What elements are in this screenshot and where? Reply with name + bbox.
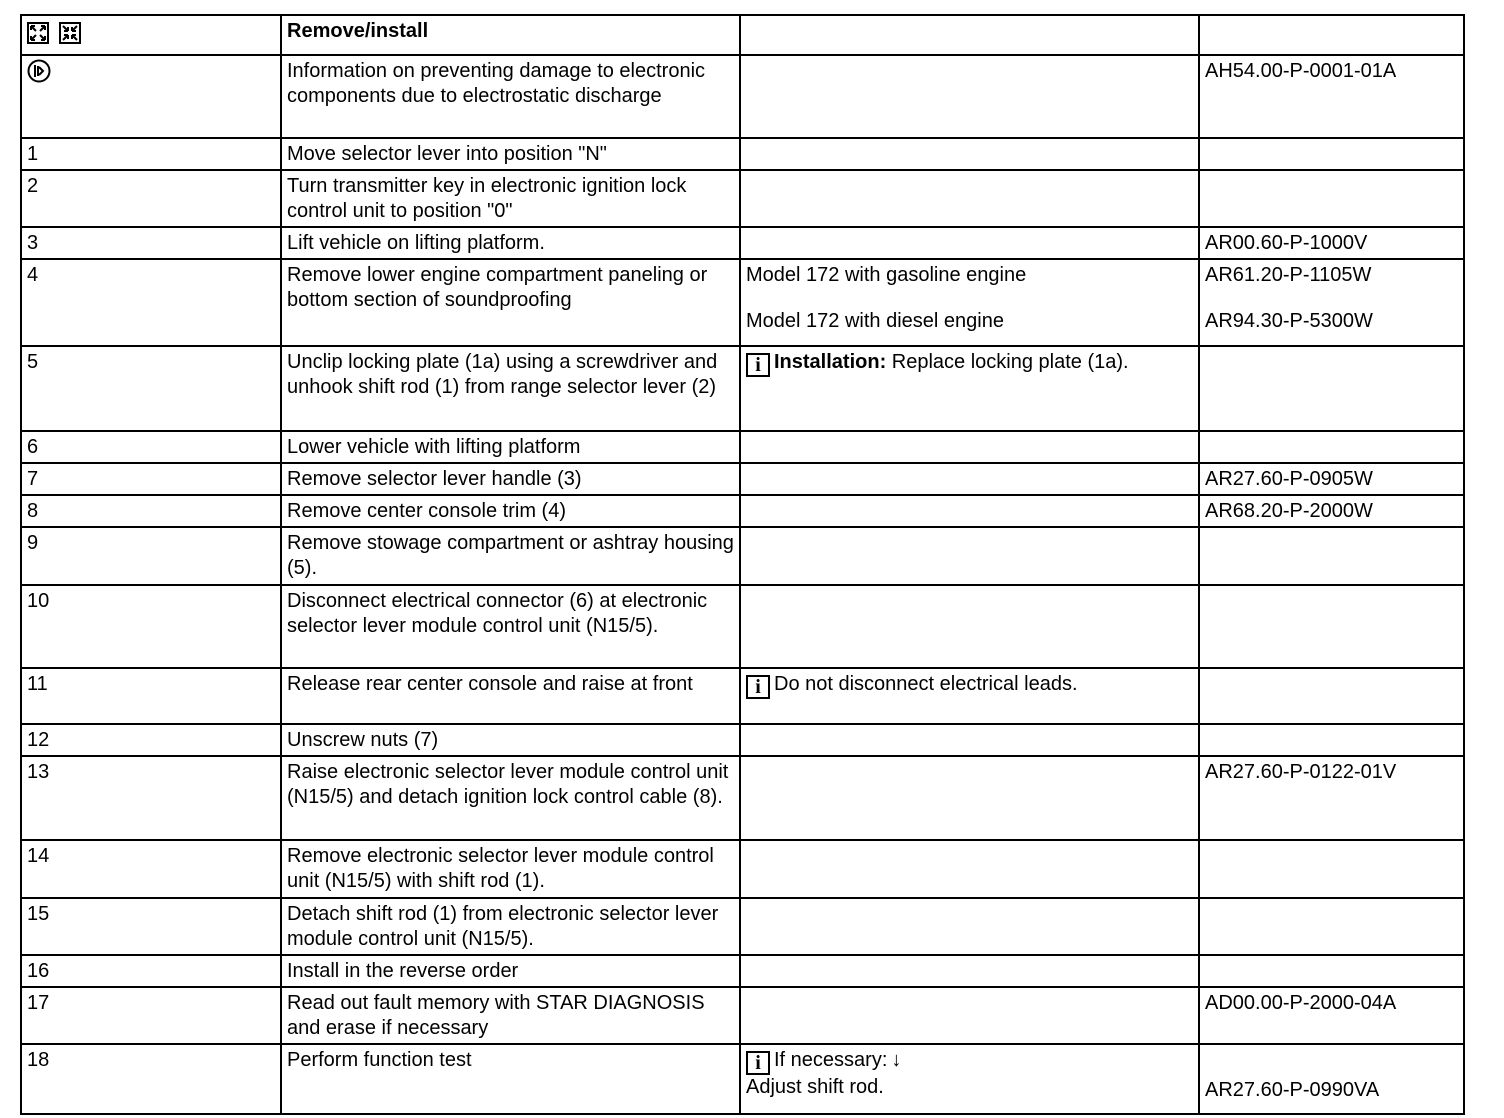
table-row <box>21 898 1464 955</box>
table-row <box>21 495 1464 527</box>
table-row <box>21 170 1464 227</box>
step-note <box>740 724 1199 756</box>
step-ref[interactable]: AR68.20-P-2000W <box>1199 495 1464 527</box>
step-text: Remove electronic selector lever module control unit (N15/5) with shift rod (1). <box>281 840 740 898</box>
step-number: 12 <box>21 724 281 756</box>
step-note <box>740 898 1199 955</box>
step-text: Remove center console trim (4) <box>281 495 740 527</box>
info-icon: i <box>746 353 770 377</box>
step-text: Lower vehicle with lifting platform <box>281 431 740 463</box>
table-row <box>21 463 1464 495</box>
installation-note: Replace locking plate (1a). <box>891 351 1129 373</box>
procedure-table <box>20 14 1465 1115</box>
step-note <box>740 495 1199 527</box>
step-ref <box>1199 668 1464 724</box>
step-text: Perform function test <box>281 1044 740 1114</box>
step-number: 4 <box>21 259 281 346</box>
step-text: Release rear center console and raise at front <box>281 668 740 724</box>
step-ref <box>1199 840 1464 898</box>
table-row <box>21 527 1464 585</box>
step-note <box>740 463 1199 495</box>
step-number: 5 <box>21 346 281 431</box>
esd-icon-cell <box>21 55 281 138</box>
step-note <box>740 840 1199 898</box>
expand-icon[interactable] <box>27 22 49 44</box>
step-ref <box>1199 346 1464 431</box>
info-icon: i <box>746 1051 770 1075</box>
step-ref <box>1199 724 1464 756</box>
header-empty-ref <box>1199 15 1464 55</box>
table-row <box>21 138 1464 170</box>
step-number: 3 <box>21 227 281 259</box>
ref-gasoline[interactable]: AR61.20-P-1105W <box>1205 264 1372 286</box>
step-note <box>740 138 1199 170</box>
esd-row <box>21 55 1464 138</box>
step-number: 14 <box>21 840 281 898</box>
table-row <box>21 585 1464 668</box>
step-text: Remove stowage compartment or ashtray housing (5). <box>281 527 740 585</box>
step-note <box>740 668 1199 724</box>
step-number: 7 <box>21 463 281 495</box>
step-ref <box>1199 1044 1464 1114</box>
step-ref[interactable]: AR27.60-P-0122-01V <box>1199 756 1464 840</box>
table-row <box>21 227 1464 259</box>
step-note <box>740 1044 1199 1114</box>
step-number: 6 <box>21 431 281 463</box>
step-note <box>740 955 1199 987</box>
step-note <box>740 170 1199 227</box>
note-gasoline: Model 172 with gasoline engine <box>746 264 1027 286</box>
table-row <box>21 840 1464 898</box>
step-ref <box>1199 138 1464 170</box>
step-note <box>740 227 1199 259</box>
step-number: 16 <box>21 955 281 987</box>
step-text: Read out fault memory with STAR DIAGNOSIS and erase if necessary <box>281 987 740 1044</box>
step-text: Detach shift rod (1) from electronic selector lever module control unit (N15/5). <box>281 898 740 955</box>
esd-ref[interactable]: AH54.00-P-0001-01A <box>1199 55 1464 138</box>
step-note <box>740 527 1199 585</box>
header-icons-cell <box>21 15 281 55</box>
step-note <box>740 346 1199 431</box>
step-note <box>740 756 1199 840</box>
table-row <box>21 668 1464 724</box>
step-ref <box>1199 898 1464 955</box>
header-row <box>21 15 1464 55</box>
step-number: 9 <box>21 527 281 585</box>
step-ref <box>1199 585 1464 668</box>
ref-diesel[interactable]: AR94.30-P-5300W <box>1205 310 1373 332</box>
esd-text: Information on preventing damage to electronic components due to electrostatic discharge <box>281 55 740 138</box>
step-text: Disconnect electrical connector (6) at electronic selector lever module control unit (N15/5). <box>281 585 740 668</box>
step-number: 18 <box>21 1044 281 1114</box>
ref-adjust-shift-rod[interactable]: AR27.60-P-0990VA <box>1205 1079 1380 1101</box>
table-row <box>21 724 1464 756</box>
esd-note <box>740 55 1199 138</box>
step-note <box>740 987 1199 1044</box>
table-row <box>21 756 1464 840</box>
arrow-down-icon[interactable]: ↓ <box>891 1049 902 1071</box>
esd-warning-icon <box>27 59 51 83</box>
step-ref[interactable]: AD00.00-P-2000-04A <box>1199 987 1464 1044</box>
step-ref <box>1199 170 1464 227</box>
table-row <box>21 259 1464 346</box>
leads-note: Do not disconnect electrical leads. <box>774 673 1078 695</box>
step-ref <box>1199 431 1464 463</box>
step-note <box>740 431 1199 463</box>
collapse-icon[interactable] <box>59 22 81 44</box>
step-ref[interactable]: AR00.60-P-1000V <box>1199 227 1464 259</box>
header-title: Remove/install <box>281 15 740 55</box>
step-note <box>740 259 1199 346</box>
step-number: 15 <box>21 898 281 955</box>
note-diesel: Model 172 with diesel engine <box>746 310 1004 332</box>
step-number: 17 <box>21 987 281 1044</box>
step-note <box>740 585 1199 668</box>
step-number: 2 <box>21 170 281 227</box>
step-text: Unscrew nuts (7) <box>281 724 740 756</box>
step-number: 10 <box>21 585 281 668</box>
table-row <box>21 346 1464 431</box>
step-text: Unclip locking plate (1a) using a screwdriver and unhook shift rod (1) from range selector lever (2) <box>281 346 740 431</box>
step-text: Install in the reverse order <box>281 955 740 987</box>
table-row <box>21 955 1464 987</box>
step-number: 1 <box>21 138 281 170</box>
if-necessary-note: If necessary: <box>774 1049 888 1071</box>
table-row <box>21 1044 1464 1114</box>
step-ref <box>1199 955 1464 987</box>
step-text: Move selector lever into position "N" <box>281 138 740 170</box>
table-row <box>21 987 1464 1044</box>
step-text: Remove lower engine compartment paneling or bottom section of soundproofing <box>281 259 740 346</box>
step-text: Raise electronic selector lever module control unit (N15/5) and detach ignition lock control cable (8). <box>281 756 740 840</box>
step-ref[interactable]: AR27.60-P-0905W <box>1199 463 1464 495</box>
table-row <box>21 431 1464 463</box>
header-empty-note <box>740 15 1199 55</box>
step-ref <box>1199 527 1464 585</box>
step-number: 8 <box>21 495 281 527</box>
step-ref <box>1199 259 1464 346</box>
step-number: 11 <box>21 668 281 724</box>
installation-label: Installation: <box>774 351 887 373</box>
step-text: Lift vehicle on lifting platform. <box>281 227 740 259</box>
step-text: Turn transmitter key in electronic ignition lock control unit to position "0" <box>281 170 740 227</box>
info-icon: i <box>746 675 770 699</box>
step-number: 13 <box>21 756 281 840</box>
step-text: Remove selector lever handle (3) <box>281 463 740 495</box>
adjust-shift-rod-note: Adjust shift rod. <box>746 1076 884 1098</box>
